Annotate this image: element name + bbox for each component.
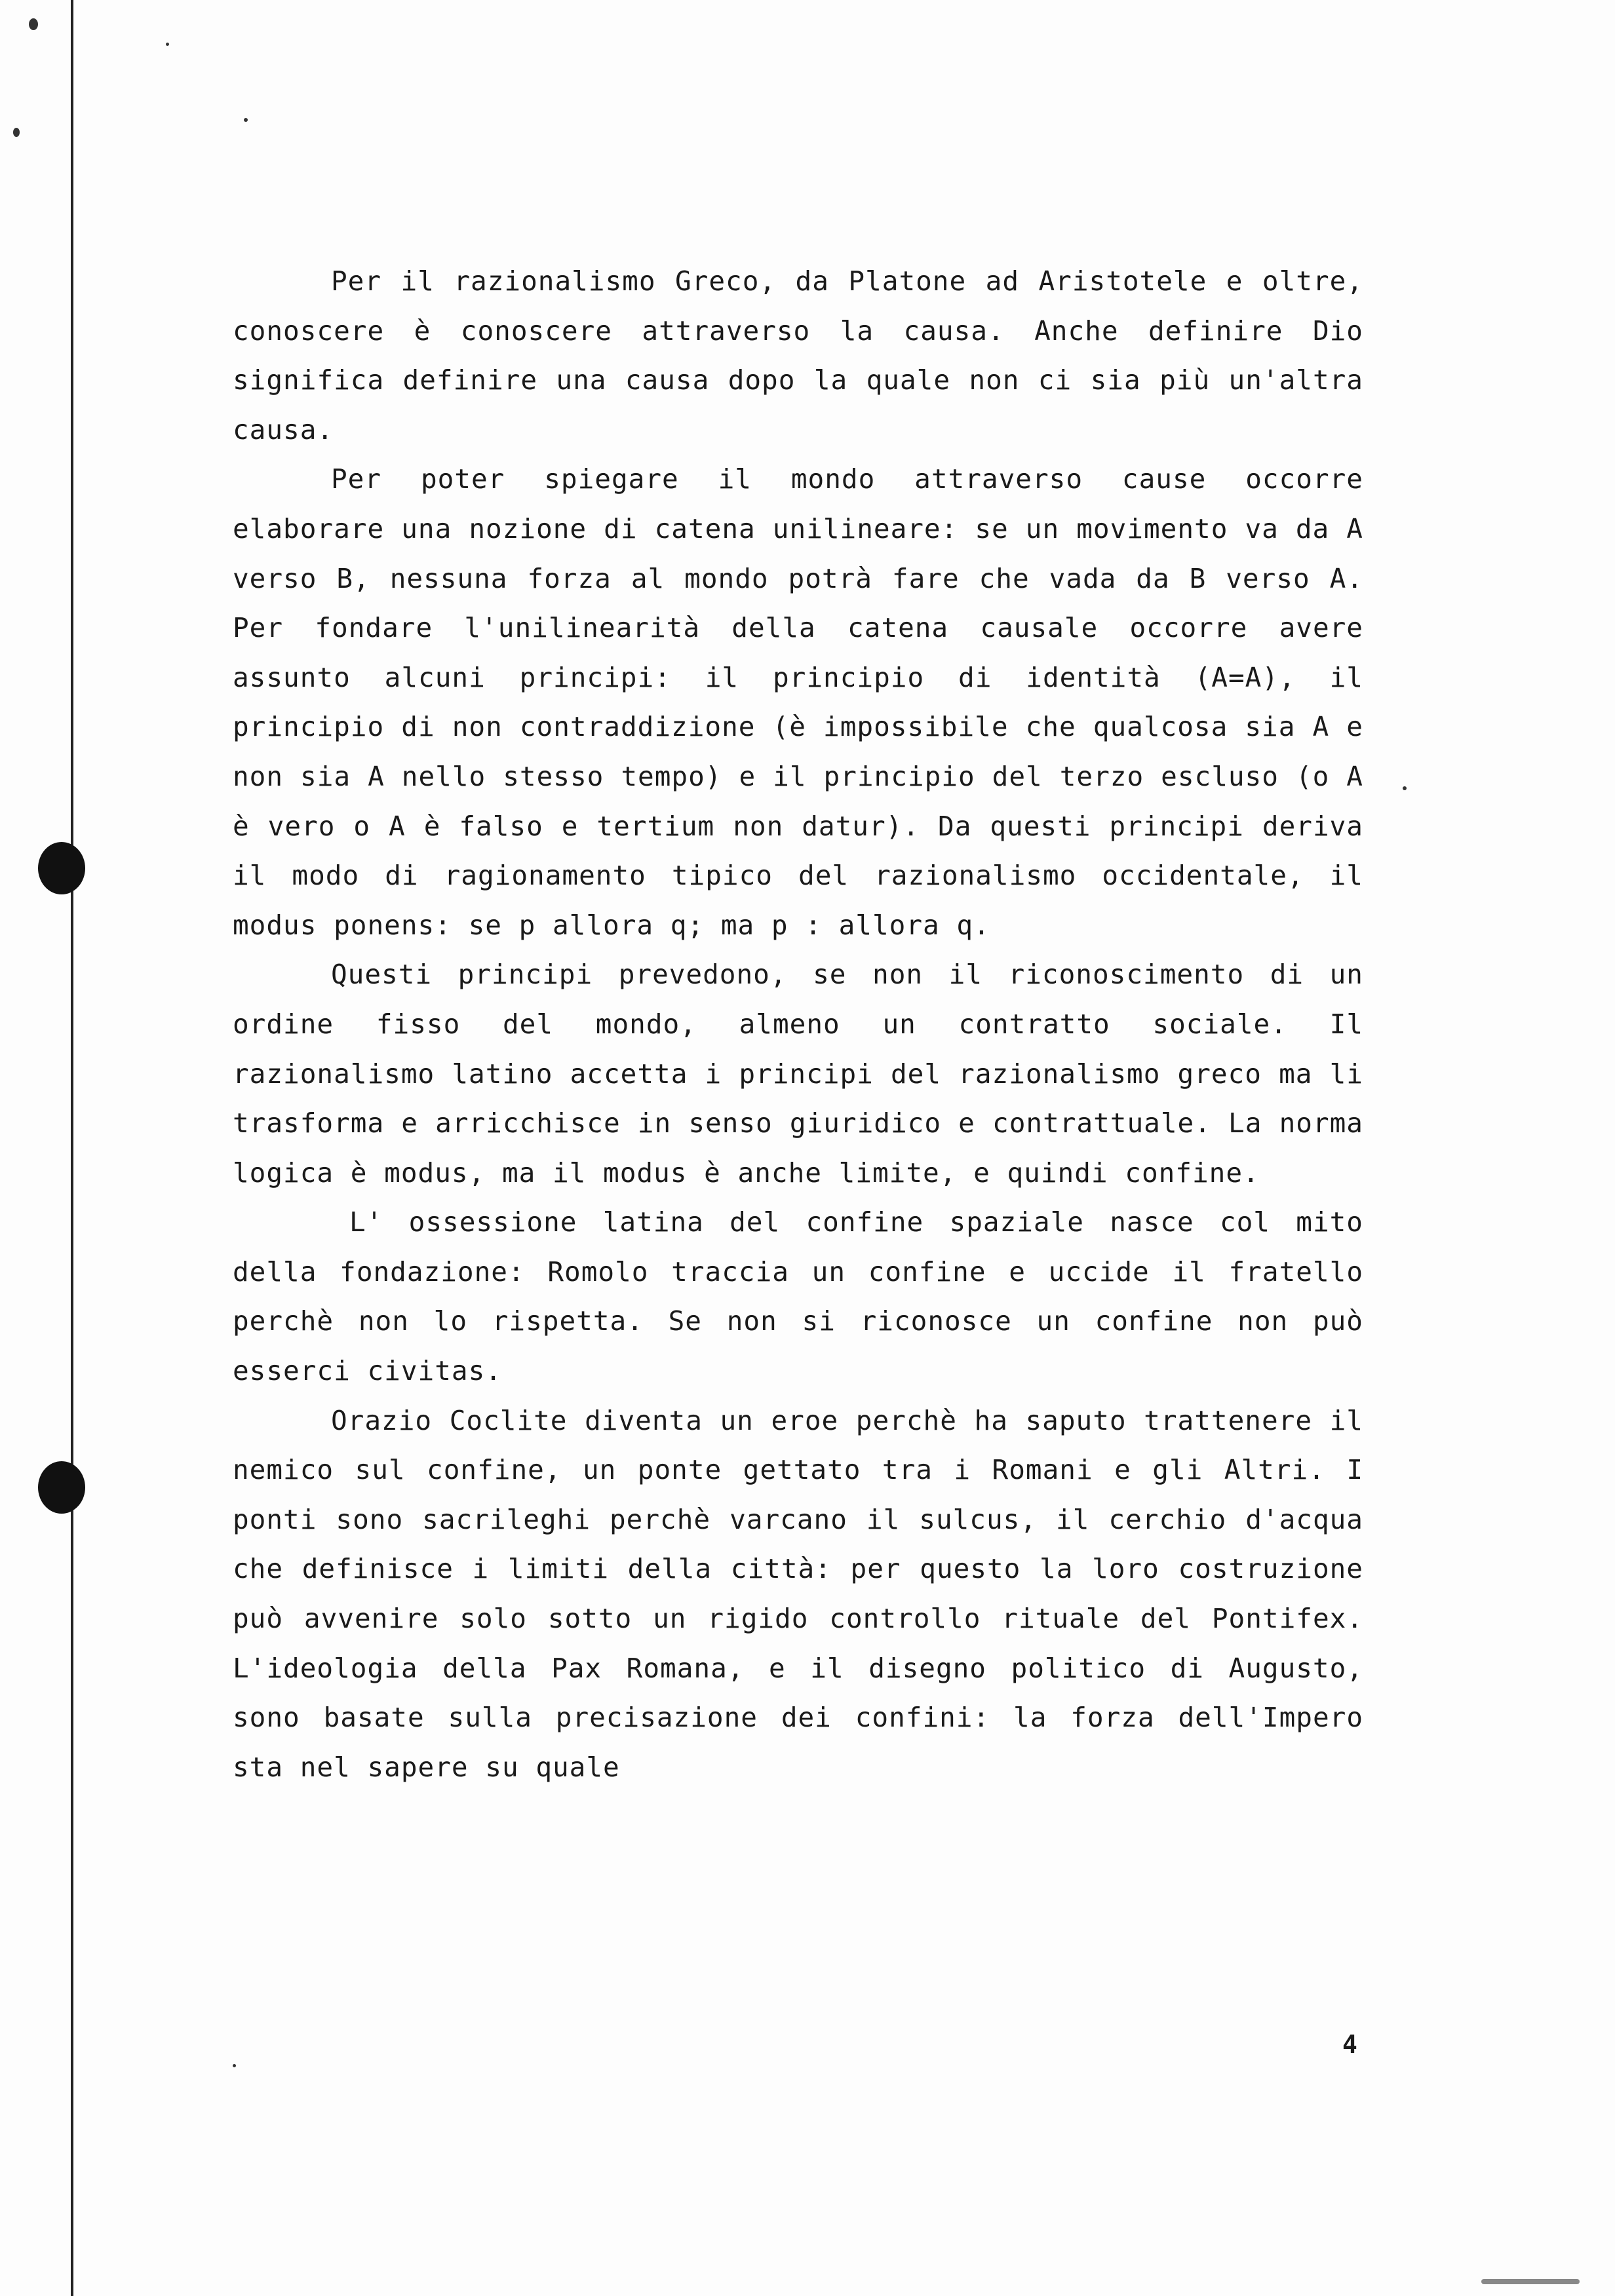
scan-speck (29, 18, 38, 30)
paragraph-4: L' ossessione latina del confine spaziale nasce col mito della fondazione: Romolo traccia un confine e uccide il fratello perchè non lo rispetta. Se non si riconosce un confine non può esserci civitas. (233, 1206, 1363, 1387)
scan-speck (166, 43, 169, 46)
scan-speck (244, 118, 248, 122)
scan-smudge (1481, 2279, 1580, 2284)
left-margin-rule (71, 0, 73, 2296)
page-number: 4 (1342, 2030, 1357, 2059)
scan-speck (13, 128, 20, 137)
scan-speck (1403, 786, 1407, 790)
paragraph-1: Per il razionalismo Greco, da Platone ad Aristotele e oltre, conoscere è conoscere attraverso la causa. Anche definire Dio significa definire una causa dopo la quale non ci sia più un'altra causa. (233, 265, 1363, 446)
punch-hole (38, 842, 85, 894)
paragraph-5: Orazio Coclite diventa un eroe perchè ha saputo trattenere il nemico sul confine, un ponte gettato tra i Romani e gli Altri. I ponti sono sacrileghi perchè varcano il sulcus, il cerchio d'acqua che definisce i limiti della città: per questo la loro costruzione può avvenire solo sotto un rigido controllo rituale del Pontifex. L'ideologia della Pax Romana, e il disegno politico di Augusto, sono basate sulla precisazione dei confini: la forza dell'Impero sta nel sapere su quale (233, 1404, 1363, 1783)
paragraph-2: Per poter spiegare il mondo attraverso cause occorre elaborare una nozione di catena unilineare: se un movimento va da A verso B, nessuna forza al mondo potrà fare che vada da B verso A. Per fondare l'unilinearità della catena causale occorre avere assunto alcuni principi: il principio di identità (A=A), il principio di non contraddizione (è impossibile che qualcosa sia A e non sia A nello stesso tempo) e il principio del terzo escluso (o A è vero o A è falso e tertium non datur). Da questi principi deriva il modo di ragionamento tipico del razionalismo occidentale, il modus ponens: se p allora q; ma p : allora q. (233, 463, 1363, 941)
body-text (233, 257, 1363, 1792)
scan-speck (233, 2064, 236, 2067)
paragraph-3: Questi principi prevedono, se non il riconoscimento di un ordine fisso del mondo, almeno un contratto sociale. Il razionalismo latino accetta i principi del razionalismo greco ma li trasforma e arricchisce in senso giuridico e contrattuale. La norma logica è modus, ma il modus è anche limite, e quindi confine. (233, 959, 1363, 1189)
punch-hole (38, 1461, 85, 1514)
